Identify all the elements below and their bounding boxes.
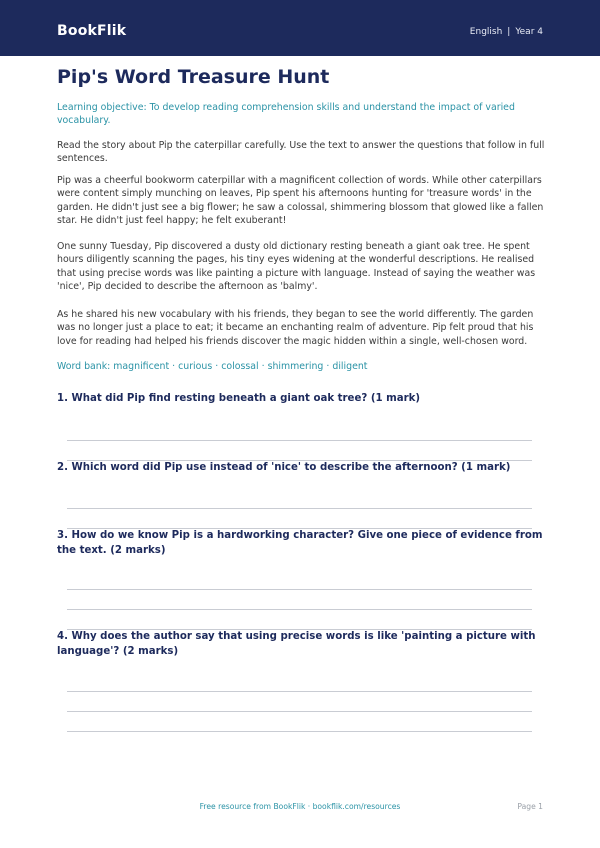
subject-year	[470, 27, 543, 37]
worksheet-title: Pip's Word Treasure Hunt	[57, 66, 330, 88]
learning-objective: Learning objective: To develop reading comprehension skills and understand the impact of varied vocabulary.	[57, 102, 515, 126]
header-bar	[0, 0, 600, 56]
answer-line[interactable]	[67, 711, 532, 712]
page-number: Page 1	[517, 802, 543, 811]
answer-line[interactable]	[67, 609, 532, 610]
answer-line[interactable]	[67, 731, 532, 732]
question-3: 3. How do we know Pip is a hardworking character? Give one piece of evidence from the text. (2 marks)	[57, 530, 543, 556]
answer-line[interactable]	[67, 691, 532, 692]
word-separator: ·	[172, 361, 176, 372]
word-bank-word: curious	[178, 361, 213, 372]
word-bank	[57, 361, 367, 372]
question-1: 1. What did Pip find resting beneath a giant oak tree? (1 mark)	[57, 393, 421, 404]
meta-separator: |	[507, 27, 511, 37]
brand-logo: BookFlik	[57, 23, 127, 39]
story-paragraph: One sunny Tuesday, Pip discovered a dusty old dictionary resting beneath a giant oak tree. He spent hours diligently scanning the pages, his tiny eyes widening at the wonderful descriptions. He realised that using precise words was like painting a picture with language. Instead of saying the weather was 'nice', Pip decided to describe the afternoon as 'balmy'.	[57, 241, 536, 293]
answer-line[interactable]	[67, 508, 532, 509]
question-2: 2. Which word did Pip use instead of 'nice' to describe the afternoon? (1 mark)	[57, 462, 511, 473]
footer-resource-link[interactable]: Free resource from BookFlik · bookflik.com/resources	[199, 802, 401, 811]
story-paragraph: As he shared his new vocabulary with his friends, they began to see the world differently. The garden was no longer just a place to eat; it became an enchanting realm of adventure. Pip felt proud that his love for reading had helped his friends discover the magic hidden within a single, well-chosen word.	[57, 309, 534, 347]
question-4: 4. Why does the author say that using precise words is like 'painting a picture with language'? (2 marks)	[57, 631, 536, 657]
word-separator: ·	[215, 361, 219, 372]
year-label: Year 4	[515, 27, 543, 37]
word-bank-word: shimmering	[267, 361, 324, 372]
word-bank-label: Word bank:	[57, 361, 111, 372]
word-separator: ·	[326, 361, 330, 372]
answer-line[interactable]	[67, 589, 532, 590]
answer-line[interactable]	[67, 440, 532, 441]
instruction-text: Read the story about Pip the caterpillar carefully. Use the text to answer the questions that follow in full sentences.	[57, 140, 545, 165]
word-bank-word: colossal	[221, 361, 259, 372]
word-separator: ·	[261, 361, 265, 372]
word-bank-word: magnificent	[113, 361, 170, 372]
word-bank-word: diligent	[332, 361, 368, 372]
story-paragraph: Pip was a cheerful bookworm caterpillar with a magnificent collection of words. While other caterpillars were content simply munching on leaves, Pip spent his afternoons hunting for 'treasure words' in the garden. He didn't just see a big flower; he saw a colossal, shimmering blossom that glowed like a fallen star. He didn't just feel happy; he felt exuberant!	[57, 175, 544, 227]
subject-label: English	[469, 27, 503, 37]
